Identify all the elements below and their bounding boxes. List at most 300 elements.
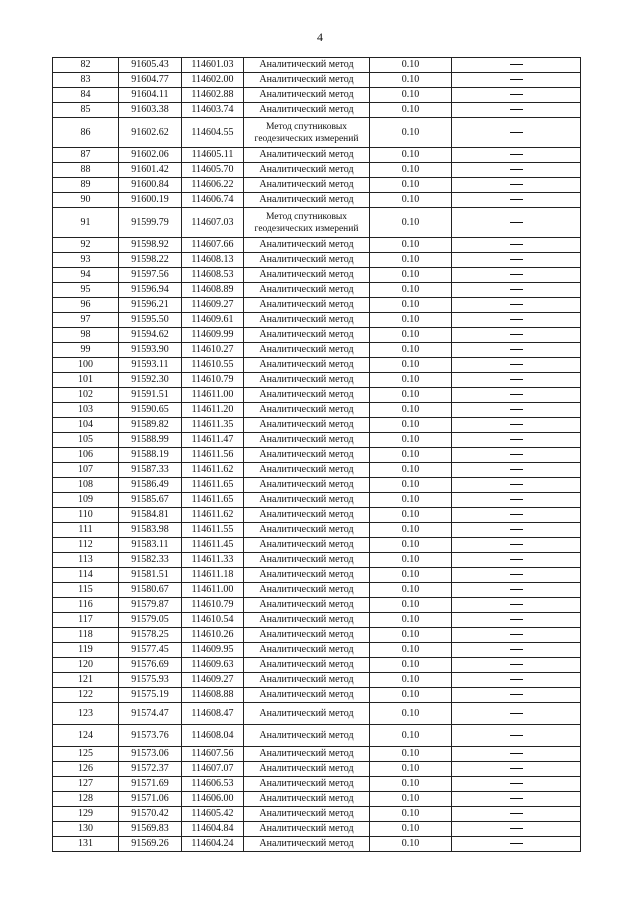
note-cell [452, 583, 581, 598]
note-cell [452, 88, 581, 103]
dash-mark [510, 222, 523, 223]
note-cell [452, 208, 581, 238]
y-coordinate-cell: 114607.56 [182, 747, 244, 762]
table-row [53, 208, 581, 238]
note-cell [452, 792, 581, 807]
x-coordinate-cell: 91593.90 [119, 343, 182, 358]
table-row [53, 807, 581, 822]
table-row [53, 673, 581, 688]
method-cell: Аналитический метод [244, 523, 370, 538]
table-row [53, 328, 581, 343]
x-coordinate-cell: 91571.06 [119, 792, 182, 807]
point-number-cell: 90 [53, 193, 119, 208]
table-row [53, 777, 581, 792]
accuracy-cell: 0.10 [370, 343, 452, 358]
table-row [53, 568, 581, 583]
x-coordinate-cell: 91599.79 [119, 208, 182, 238]
note-cell [452, 762, 581, 777]
x-coordinate-cell: 91602.62 [119, 118, 182, 148]
x-coordinate-cell: 91571.69 [119, 777, 182, 792]
y-coordinate-cell: 114606.53 [182, 777, 244, 792]
method-cell: Аналитический метод [244, 792, 370, 807]
y-coordinate-cell: 114608.88 [182, 688, 244, 703]
point-number-cell: 82 [53, 58, 119, 73]
note-cell [452, 268, 581, 283]
accuracy-cell: 0.10 [370, 253, 452, 268]
point-number-cell: 114 [53, 568, 119, 583]
coordinates-table-body [53, 58, 581, 852]
y-coordinate-cell: 114611.00 [182, 583, 244, 598]
note-cell [452, 283, 581, 298]
note-cell [452, 478, 581, 493]
x-coordinate-cell: 91590.65 [119, 403, 182, 418]
method-cell: Аналитический метод [244, 822, 370, 837]
point-number-cell: 87 [53, 148, 119, 163]
x-coordinate-cell: 91585.67 [119, 493, 182, 508]
method-cell: Аналитический метод [244, 725, 370, 747]
note-cell [452, 508, 581, 523]
method-cell: Аналитический метод [244, 373, 370, 388]
x-coordinate-cell: 91595.50 [119, 313, 182, 328]
accuracy-cell: 0.10 [370, 747, 452, 762]
note-cell [452, 628, 581, 643]
y-coordinate-cell: 114611.65 [182, 478, 244, 493]
point-number-cell: 119 [53, 643, 119, 658]
dash-mark [510, 199, 523, 200]
x-coordinate-cell: 91569.83 [119, 822, 182, 837]
x-coordinate-cell: 91603.38 [119, 103, 182, 118]
note-cell [452, 643, 581, 658]
dash-mark [510, 544, 523, 545]
point-number-cell: 110 [53, 508, 119, 523]
accuracy-cell: 0.10 [370, 762, 452, 777]
method-cell: Аналитический метод [244, 673, 370, 688]
x-coordinate-cell: 91598.92 [119, 238, 182, 253]
accuracy-cell: 0.10 [370, 283, 452, 298]
y-coordinate-cell: 114607.66 [182, 238, 244, 253]
accuracy-cell: 0.10 [370, 193, 452, 208]
method-cell: Аналитический метод [244, 628, 370, 643]
table-row [53, 583, 581, 598]
accuracy-cell: 0.10 [370, 493, 452, 508]
point-number-cell: 89 [53, 178, 119, 193]
note-cell [452, 822, 581, 837]
table-row [53, 822, 581, 837]
point-number-cell: 84 [53, 88, 119, 103]
method-cell: Аналитический метод [244, 688, 370, 703]
method-cell: Аналитический метод [244, 298, 370, 313]
accuracy-cell: 0.10 [370, 313, 452, 328]
note-cell [452, 703, 581, 725]
accuracy-cell: 0.10 [370, 388, 452, 403]
point-number-cell: 99 [53, 343, 119, 358]
method-cell: Аналитический метод [244, 762, 370, 777]
note-cell [452, 777, 581, 792]
x-coordinate-cell: 91573.76 [119, 725, 182, 747]
dash-mark [510, 574, 523, 575]
note-cell [452, 58, 581, 73]
y-coordinate-cell: 114608.13 [182, 253, 244, 268]
accuracy-cell: 0.10 [370, 658, 452, 673]
method-cell: Аналитический метод [244, 583, 370, 598]
x-coordinate-cell: 91601.42 [119, 163, 182, 178]
point-number-cell: 106 [53, 448, 119, 463]
accuracy-cell: 0.10 [370, 613, 452, 628]
table-row [53, 88, 581, 103]
x-coordinate-cell: 91575.93 [119, 673, 182, 688]
note-cell [452, 747, 581, 762]
x-coordinate-cell: 91597.56 [119, 268, 182, 283]
y-coordinate-cell: 114611.33 [182, 553, 244, 568]
y-coordinate-cell: 114610.54 [182, 613, 244, 628]
point-number-cell: 127 [53, 777, 119, 792]
method-cell: Аналитический метод [244, 433, 370, 448]
dash-mark [510, 798, 523, 799]
x-coordinate-cell: 91575.19 [119, 688, 182, 703]
method-cell: Аналитический метод [244, 613, 370, 628]
accuracy-cell: 0.10 [370, 688, 452, 703]
point-number-cell: 94 [53, 268, 119, 283]
point-number-cell: 97 [53, 313, 119, 328]
method-cell: Аналитический метод [244, 88, 370, 103]
table-row [53, 373, 581, 388]
point-number-cell: 131 [53, 837, 119, 852]
table-row [53, 433, 581, 448]
method-cell: Метод спутниковых геодезических измерений [244, 208, 370, 238]
table-row [53, 538, 581, 553]
accuracy-cell: 0.10 [370, 777, 452, 792]
table-row [53, 253, 581, 268]
point-number-cell: 112 [53, 538, 119, 553]
note-cell [452, 448, 581, 463]
point-number-cell: 113 [53, 553, 119, 568]
method-cell: Аналитический метод [244, 283, 370, 298]
accuracy-cell: 0.10 [370, 538, 452, 553]
accuracy-cell: 0.10 [370, 703, 452, 725]
y-coordinate-cell: 114604.84 [182, 822, 244, 837]
y-coordinate-cell: 114611.47 [182, 433, 244, 448]
point-number-cell: 100 [53, 358, 119, 373]
method-cell: Аналитический метод [244, 448, 370, 463]
dash-mark [510, 424, 523, 425]
note-cell [452, 388, 581, 403]
accuracy-cell: 0.10 [370, 328, 452, 343]
x-coordinate-cell: 91588.99 [119, 433, 182, 448]
point-number-cell: 130 [53, 822, 119, 837]
accuracy-cell: 0.10 [370, 238, 452, 253]
table-row [53, 493, 581, 508]
y-coordinate-cell: 114606.22 [182, 178, 244, 193]
method-cell: Аналитический метод [244, 268, 370, 283]
dash-mark [510, 499, 523, 500]
method-cell: Аналитический метод [244, 253, 370, 268]
accuracy-cell: 0.10 [370, 822, 452, 837]
x-coordinate-cell: 91584.81 [119, 508, 182, 523]
x-coordinate-cell: 91594.62 [119, 328, 182, 343]
point-number-cell: 111 [53, 523, 119, 538]
method-cell: Аналитический метод [244, 478, 370, 493]
dash-mark [510, 79, 523, 80]
method-cell: Аналитический метод [244, 508, 370, 523]
y-coordinate-cell: 114608.47 [182, 703, 244, 725]
method-cell: Аналитический метод [244, 403, 370, 418]
note-cell [452, 343, 581, 358]
point-number-cell: 109 [53, 493, 119, 508]
table-row [53, 73, 581, 88]
note-cell [452, 163, 581, 178]
accuracy-cell: 0.10 [370, 807, 452, 822]
point-number-cell: 95 [53, 283, 119, 298]
accuracy-cell: 0.10 [370, 58, 452, 73]
method-cell: Аналитический метод [244, 493, 370, 508]
point-number-cell: 98 [53, 328, 119, 343]
note-cell [452, 613, 581, 628]
table-row [53, 268, 581, 283]
note-cell [452, 837, 581, 852]
note-cell [452, 538, 581, 553]
y-coordinate-cell: 114609.63 [182, 658, 244, 673]
note-cell [452, 178, 581, 193]
method-cell: Аналитический метод [244, 747, 370, 762]
dash-mark [510, 169, 523, 170]
point-number-cell: 91 [53, 208, 119, 238]
y-coordinate-cell: 114609.27 [182, 673, 244, 688]
x-coordinate-cell: 91589.82 [119, 418, 182, 433]
dash-mark [510, 132, 523, 133]
table-row [53, 58, 581, 73]
point-number-cell: 93 [53, 253, 119, 268]
y-coordinate-cell: 114611.00 [182, 388, 244, 403]
accuracy-cell: 0.10 [370, 628, 452, 643]
method-cell: Аналитический метод [244, 148, 370, 163]
y-coordinate-cell: 114605.11 [182, 148, 244, 163]
table-row [53, 193, 581, 208]
point-number-cell: 124 [53, 725, 119, 747]
accuracy-cell: 0.10 [370, 837, 452, 852]
y-coordinate-cell: 114610.55 [182, 358, 244, 373]
point-number-cell: 101 [53, 373, 119, 388]
dash-mark [510, 843, 523, 844]
y-coordinate-cell: 114604.24 [182, 837, 244, 852]
table-row [53, 703, 581, 725]
accuracy-cell: 0.10 [370, 418, 452, 433]
method-cell: Аналитический метод [244, 103, 370, 118]
point-number-cell: 102 [53, 388, 119, 403]
dash-mark [510, 94, 523, 95]
note-cell [452, 403, 581, 418]
dash-mark [510, 604, 523, 605]
note-cell [452, 103, 581, 118]
table-row [53, 283, 581, 298]
dash-mark [510, 559, 523, 560]
note-cell [452, 148, 581, 163]
note-cell [452, 688, 581, 703]
table-row [53, 628, 581, 643]
x-coordinate-cell: 91586.49 [119, 478, 182, 493]
dash-mark [510, 304, 523, 305]
point-number-cell: 85 [53, 103, 119, 118]
point-number-cell: 128 [53, 792, 119, 807]
accuracy-cell: 0.10 [370, 508, 452, 523]
method-cell: Аналитический метод [244, 163, 370, 178]
method-cell: Аналитический метод [244, 193, 370, 208]
table-row [53, 792, 581, 807]
note-cell [452, 328, 581, 343]
method-cell: Метод спутниковых геодезических измерений [244, 118, 370, 148]
dash-mark [510, 753, 523, 754]
table-row [53, 463, 581, 478]
y-coordinate-cell: 114602.00 [182, 73, 244, 88]
note-cell [452, 598, 581, 613]
point-number-cell: 88 [53, 163, 119, 178]
method-cell: Аналитический метод [244, 73, 370, 88]
x-coordinate-cell: 91577.45 [119, 643, 182, 658]
table-row [53, 313, 581, 328]
x-coordinate-cell: 91600.19 [119, 193, 182, 208]
accuracy-cell: 0.10 [370, 463, 452, 478]
x-coordinate-cell: 91582.33 [119, 553, 182, 568]
accuracy-cell: 0.10 [370, 583, 452, 598]
table-row [53, 725, 581, 747]
y-coordinate-cell: 114604.55 [182, 118, 244, 148]
note-cell [452, 313, 581, 328]
method-cell: Аналитический метод [244, 418, 370, 433]
accuracy-cell: 0.10 [370, 523, 452, 538]
accuracy-cell: 0.10 [370, 268, 452, 283]
point-number-cell: 126 [53, 762, 119, 777]
dash-mark [510, 409, 523, 410]
point-number-cell: 86 [53, 118, 119, 148]
dash-mark [510, 334, 523, 335]
point-number-cell: 118 [53, 628, 119, 643]
dash-mark [510, 364, 523, 365]
method-cell: Аналитический метод [244, 463, 370, 478]
accuracy-cell: 0.10 [370, 643, 452, 658]
note-cell [452, 553, 581, 568]
note-cell [452, 373, 581, 388]
table-row [53, 388, 581, 403]
dash-mark [510, 319, 523, 320]
y-coordinate-cell: 114605.70 [182, 163, 244, 178]
note-cell [452, 73, 581, 88]
x-coordinate-cell: 91580.67 [119, 583, 182, 598]
note-cell [452, 493, 581, 508]
table-row [53, 523, 581, 538]
x-coordinate-cell: 91593.11 [119, 358, 182, 373]
y-coordinate-cell: 114609.27 [182, 298, 244, 313]
method-cell: Аналитический метод [244, 703, 370, 725]
dash-mark [510, 783, 523, 784]
point-number-cell: 122 [53, 688, 119, 703]
dash-mark [510, 713, 523, 714]
x-coordinate-cell: 91583.11 [119, 538, 182, 553]
accuracy-cell: 0.10 [370, 178, 452, 193]
method-cell: Аналитический метод [244, 238, 370, 253]
accuracy-cell: 0.10 [370, 358, 452, 373]
note-cell [452, 253, 581, 268]
x-coordinate-cell: 91574.47 [119, 703, 182, 725]
x-coordinate-cell: 91583.98 [119, 523, 182, 538]
y-coordinate-cell: 114606.74 [182, 193, 244, 208]
method-cell: Аналитический метод [244, 598, 370, 613]
y-coordinate-cell: 114602.88 [182, 88, 244, 103]
y-coordinate-cell: 114611.45 [182, 538, 244, 553]
table-row [53, 553, 581, 568]
dash-mark [510, 259, 523, 260]
point-number-cell: 108 [53, 478, 119, 493]
table-row [53, 658, 581, 673]
dash-mark [510, 589, 523, 590]
table-row [53, 448, 581, 463]
point-number-cell: 116 [53, 598, 119, 613]
dash-mark [510, 454, 523, 455]
table-row [53, 148, 581, 163]
x-coordinate-cell: 91579.87 [119, 598, 182, 613]
x-coordinate-cell: 91600.84 [119, 178, 182, 193]
y-coordinate-cell: 114605.42 [182, 807, 244, 822]
y-coordinate-cell: 114611.18 [182, 568, 244, 583]
method-cell: Аналитический метод [244, 313, 370, 328]
table-row [53, 688, 581, 703]
table-row [53, 762, 581, 777]
coordinates-table [52, 57, 581, 852]
accuracy-cell: 0.10 [370, 118, 452, 148]
dash-mark [510, 514, 523, 515]
x-coordinate-cell: 91569.26 [119, 837, 182, 852]
dash-mark [510, 439, 523, 440]
table-row [53, 358, 581, 373]
dash-mark [510, 349, 523, 350]
y-coordinate-cell: 114609.95 [182, 643, 244, 658]
method-cell: Аналитический метод [244, 343, 370, 358]
point-number-cell: 125 [53, 747, 119, 762]
table-row [53, 118, 581, 148]
dash-mark [510, 184, 523, 185]
dash-mark [510, 649, 523, 650]
point-number-cell: 123 [53, 703, 119, 725]
accuracy-cell: 0.10 [370, 568, 452, 583]
y-coordinate-cell: 114608.53 [182, 268, 244, 283]
accuracy-cell: 0.10 [370, 103, 452, 118]
x-coordinate-cell: 91573.06 [119, 747, 182, 762]
note-cell [452, 238, 581, 253]
method-cell: Аналитический метод [244, 643, 370, 658]
point-number-cell: 115 [53, 583, 119, 598]
x-coordinate-cell: 91596.94 [119, 283, 182, 298]
y-coordinate-cell: 114608.89 [182, 283, 244, 298]
method-cell: Аналитический метод [244, 388, 370, 403]
note-cell [452, 193, 581, 208]
note-cell [452, 463, 581, 478]
y-coordinate-cell: 114611.62 [182, 463, 244, 478]
table-row [53, 298, 581, 313]
dash-mark [510, 664, 523, 665]
accuracy-cell: 0.10 [370, 403, 452, 418]
table-row [53, 478, 581, 493]
y-coordinate-cell: 114603.74 [182, 103, 244, 118]
point-number-cell: 83 [53, 73, 119, 88]
point-number-cell: 105 [53, 433, 119, 448]
y-coordinate-cell: 114606.00 [182, 792, 244, 807]
table-row [53, 747, 581, 762]
y-coordinate-cell: 114611.20 [182, 403, 244, 418]
dash-mark [510, 469, 523, 470]
accuracy-cell: 0.10 [370, 148, 452, 163]
method-cell: Аналитический метод [244, 328, 370, 343]
y-coordinate-cell: 114610.79 [182, 373, 244, 388]
method-cell: Аналитический метод [244, 568, 370, 583]
y-coordinate-cell: 114611.35 [182, 418, 244, 433]
